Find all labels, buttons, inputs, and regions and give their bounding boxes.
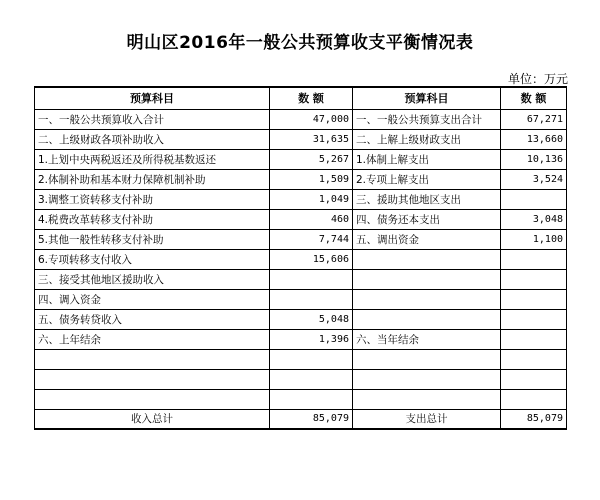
expense-item-cell: 一、一般公共预算支出合计 (353, 109, 501, 129)
table-row (35, 149, 567, 169)
revenue-amount-cell (270, 389, 353, 409)
header-expense-amount: 数 额 (501, 87, 567, 109)
revenue-amount-cell: 1,049 (270, 189, 353, 209)
revenue-amount-cell: 460 (270, 209, 353, 229)
budget-balance-table (34, 86, 567, 430)
expense-item-cell (353, 349, 501, 369)
revenue-amount-cell: 1,509 (270, 169, 353, 189)
table-row (35, 209, 567, 229)
expense-amount-cell (501, 329, 567, 349)
table-row (35, 389, 567, 409)
table-row (35, 129, 567, 149)
revenue-amount-cell: 47,000 (270, 109, 353, 129)
revenue-amount-cell (270, 269, 353, 289)
expense-amount-cell: 3,524 (501, 169, 567, 189)
revenue-item-cell: 六、上年结余 (35, 329, 270, 349)
expense-amount-cell (501, 189, 567, 209)
expense-amount-cell (501, 269, 567, 289)
table-row (35, 189, 567, 209)
expense-item-cell: 六、当年结余 (353, 329, 501, 349)
page-title: 明山区2016年一般公共预算收支平衡情况表 (126, 33, 474, 53)
expense-item-cell (353, 269, 501, 289)
totals-row (35, 409, 567, 429)
table-row (35, 229, 567, 249)
expense-amount-cell (501, 349, 567, 369)
table-row (35, 369, 567, 389)
table-row (35, 289, 567, 309)
expense-amount-cell: 13,660 (501, 129, 567, 149)
revenue-item-cell: 5.其他一般性转移支付补助 (35, 229, 270, 249)
expense-item-cell: 二、上解上级财政支出 (353, 129, 501, 149)
expense-item-cell: 三、援助其他地区支出 (353, 189, 501, 209)
expense-item-cell: 1.体制上解支出 (353, 149, 501, 169)
revenue-amount-cell (270, 289, 353, 309)
expense-total-label: 支出总计 (353, 409, 501, 429)
revenue-total-amount: 85,079 (270, 409, 353, 429)
expense-item-cell (353, 389, 501, 409)
header-revenue-amount: 数 额 (270, 87, 353, 109)
expense-amount-cell: 3,048 (501, 209, 567, 229)
revenue-item-cell: 6.专项转移支付收入 (35, 249, 270, 269)
revenue-item-cell: 五、债务转贷收入 (35, 309, 270, 329)
table-header-row (35, 87, 567, 109)
table-row (35, 269, 567, 289)
revenue-item-cell: 4.税费改革转移支付补助 (35, 209, 270, 229)
table-row (35, 329, 567, 349)
revenue-item-cell: 三、接受其他地区援助收入 (35, 269, 270, 289)
expense-item-cell: 四、债务还本支出 (353, 209, 501, 229)
header-revenue-item: 预算科目 (35, 87, 270, 109)
revenue-amount-cell: 1,396 (270, 329, 353, 349)
table-row (35, 249, 567, 269)
table-row (35, 349, 567, 369)
expense-amount-cell (501, 289, 567, 309)
expense-amount-cell: 1,100 (501, 229, 567, 249)
revenue-item-cell: 四、调入资金 (35, 289, 270, 309)
revenue-item-cell (35, 369, 270, 389)
revenue-amount-cell: 5,048 (270, 309, 353, 329)
revenue-amount-cell (270, 369, 353, 389)
expense-item-cell (353, 309, 501, 329)
revenue-amount-cell: 7,744 (270, 229, 353, 249)
expense-item-cell: 2.专项上解支出 (353, 169, 501, 189)
revenue-item-cell: 2.体制补助和基本财力保障机制补助 (35, 169, 270, 189)
revenue-total-label: 收入总计 (35, 409, 270, 429)
expense-amount-cell (501, 369, 567, 389)
expense-item-cell (353, 249, 501, 269)
expense-amount-cell (501, 249, 567, 269)
header-expense-item: 预算科目 (353, 87, 501, 109)
revenue-amount-cell: 5,267 (270, 149, 353, 169)
expense-amount-cell: 10,136 (501, 149, 567, 169)
revenue-item-cell (35, 349, 270, 369)
table-row (35, 109, 567, 129)
expense-item-cell (353, 289, 501, 309)
expense-amount-cell (501, 389, 567, 409)
revenue-amount-cell: 15,606 (270, 249, 353, 269)
expense-amount-cell (501, 309, 567, 329)
unit-label: 单位：万元 (507, 72, 568, 86)
revenue-item-cell: 3.调整工资转移支付补助 (35, 189, 270, 209)
revenue-item-cell: 一、一般公共预算收入合计 (35, 109, 270, 129)
expense-total-amount: 85,079 (501, 409, 567, 429)
expense-item-cell: 五、调出资金 (353, 229, 501, 249)
table-row (35, 169, 567, 189)
revenue-amount-cell: 31,635 (270, 129, 353, 149)
table-row (35, 309, 567, 329)
revenue-item-cell: 1.上划中央两税返还及所得税基数返还 (35, 149, 270, 169)
revenue-item-cell: 二、上级财政各项补助收入 (35, 129, 270, 149)
expense-amount-cell: 67,271 (501, 109, 567, 129)
revenue-amount-cell (270, 349, 353, 369)
revenue-item-cell (35, 389, 270, 409)
expense-item-cell (353, 369, 501, 389)
